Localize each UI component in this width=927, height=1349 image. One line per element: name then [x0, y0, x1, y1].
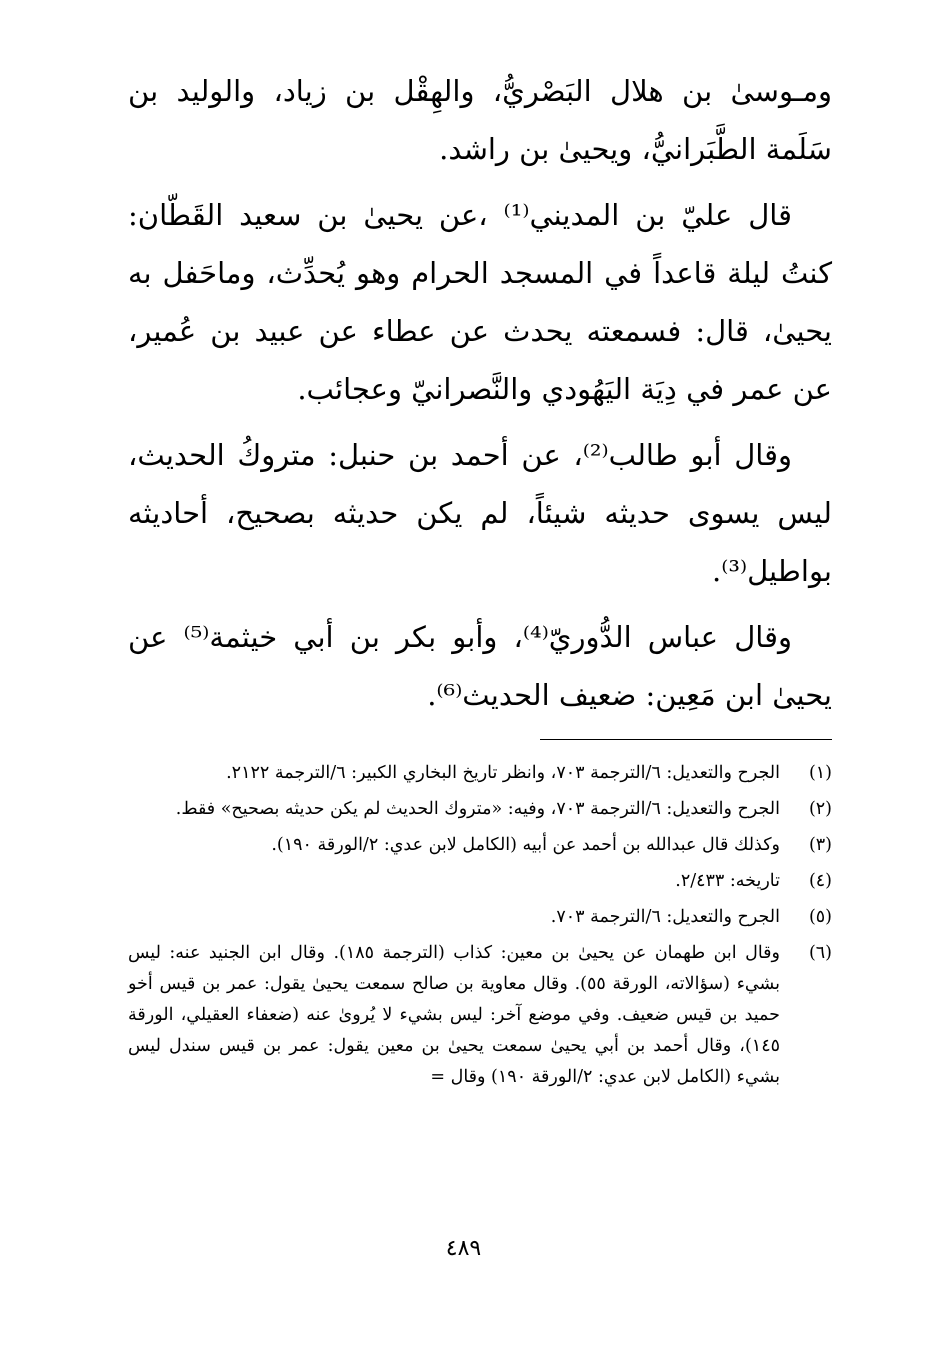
- footnote-5: [128, 902, 832, 933]
- paragraph-2: قال عليّ بن المديني⁽¹⁾ ،عن يحيىٰ بن سعيد القَطّان: كنتُ ليلة قاعداً في المسجد الحرام وهو يُحدِّث، وماحَفل به يحيىٰ، قال: فسمعته يحدث عن عطاء عن عبيد بن عُمير، عن عمر في دِيَة اليَهُودي والنَّصرانيّ وعجائب.: [128, 198, 832, 406]
- footnote-separator: [540, 739, 832, 740]
- main-text: [128, 62, 832, 732]
- footnote-4: [128, 866, 832, 897]
- footnote-text: وقال ابن طهمان عن يحيىٰ بن معين: كذاب (الترجمة ١٨٥). وقال ابن الجنيد عنه: ليس بشيء (سؤالاته، الورقة ٥٥). وقال معاوية بن صالح سمعت يحيىٰ يقول: عمر بن قيس أخو حميد بن قيس ضعيف. وفي موضع آخر: ليس بشيء لا يُروىٰ عنه (ضعفاء العقيلي، الورقة ١٤٥)، وقال أحمد بن أبي يحيىٰ سمعت يحيىٰ بن معين يقول: عمر بن قيس سندل ليس بشيء (الكامل لابن عدي: ٢/الورقة ١٩٠) وقال =: [128, 943, 780, 1087]
- footnote-2: [128, 794, 832, 825]
- footnote-text: وكذلك قال عبدالله بن أحمد عن أبيه (الكامل لابن عدي: ٢/الورقة ١٩٠).: [271, 835, 780, 855]
- footnote-3: [128, 830, 832, 861]
- footnote-number: (٣): [808, 835, 832, 855]
- footnotes: [128, 758, 832, 1098]
- footnote-number: (١): [808, 763, 832, 783]
- footnote-number: (٤): [808, 871, 832, 891]
- footnote-text: الجرح والتعديل: ٦/الترجمة ٧٠٣، وفيه: «متروك الحديث لم يكن حديثه بصحيح» فقط.: [175, 799, 780, 819]
- footnote-text: الجرح والتعديل: ٦/الترجمة ٧٠٣.: [550, 907, 780, 927]
- footnote-number: (٥): [808, 907, 832, 927]
- paragraph-1: ومـوسىٰ بن هلال البَصْريُّ، والهِقْل بن زياد، والوليد بن سَلَمة الطَّبَرانيُّ، ويحيىٰ بن راشد.: [128, 74, 832, 166]
- footnote-1: [128, 758, 832, 789]
- paragraph-3: وقال أبو طالب⁽²⁾، عن أحمد بن حنبل: متروكُ الحديث، ليس يسوى حديثه شيئاً، لم يكن حديثه بصحيح، أحاديثه بواطيل⁽³⁾.: [128, 438, 832, 588]
- footnote-number: (٢): [808, 799, 832, 819]
- footnote-text: الجرح والتعديل: ٦/الترجمة ٧٠٣، وانظر تاريخ البخاري الكبير: ٦/الترجمة ٢١٢٢.: [226, 763, 780, 783]
- footnote-text: تاريخه: ٢/٤٣٣.: [675, 871, 780, 891]
- footnote-6: [128, 938, 832, 1093]
- page-number: ٤٨٩: [445, 1236, 482, 1261]
- footnote-number: (٦): [808, 943, 832, 963]
- paragraph-4: وقال عباس الدُّوريّ⁽⁴⁾، وأبو بكر بن أبي خيثمة⁽⁵⁾ عن يحيىٰ ابن مَعِين: ضعيف الحديث⁽⁶⁾.: [128, 620, 832, 712]
